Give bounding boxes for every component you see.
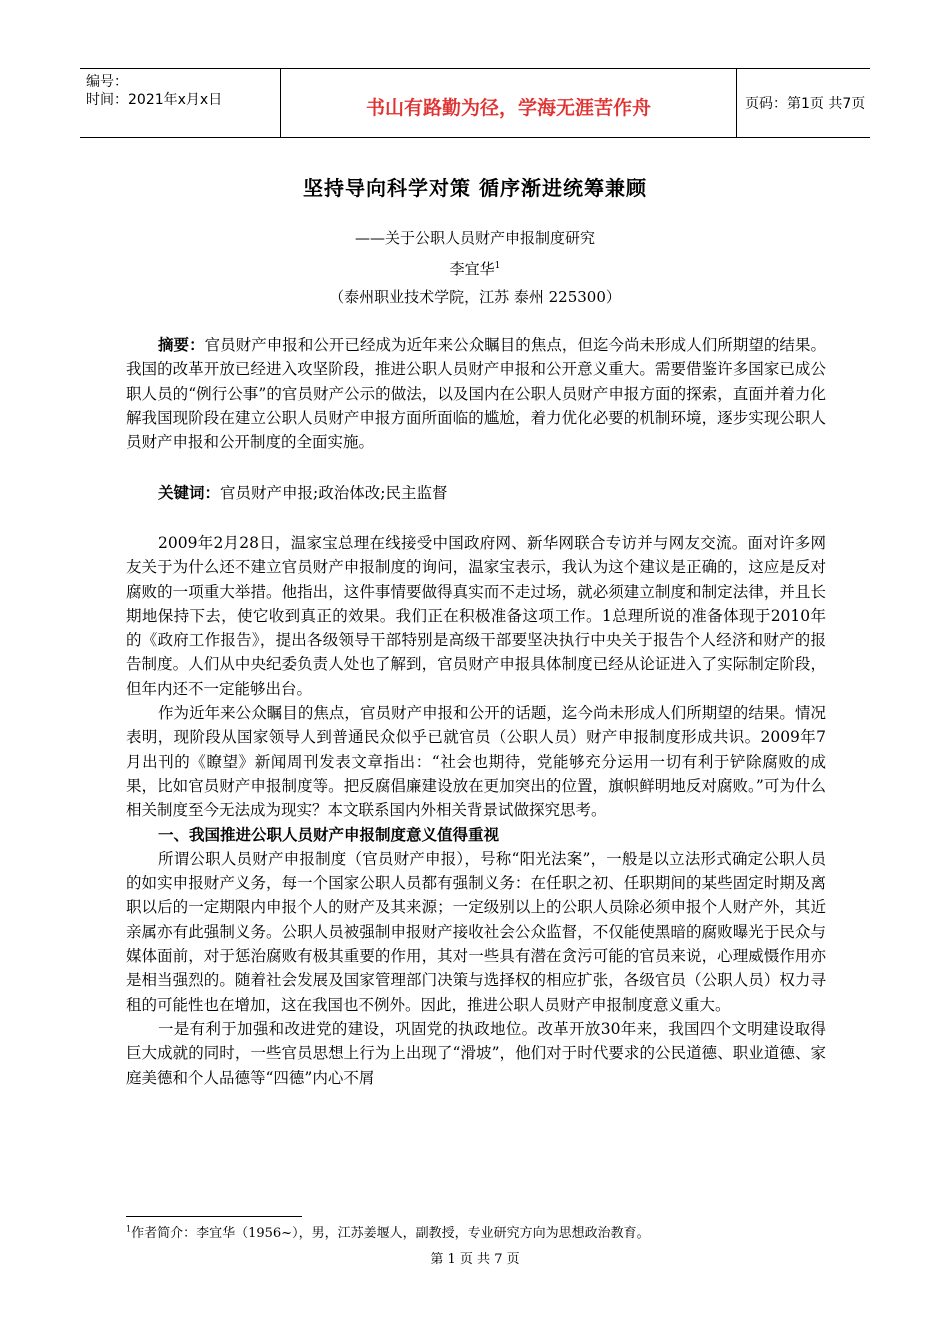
abstract-label: 摘要： xyxy=(158,336,205,354)
header-meta-cell xyxy=(80,69,281,137)
page-footer: 第 1 页 共 7 页 xyxy=(430,1252,520,1267)
document-number: 编号： xyxy=(86,74,128,90)
abstract-text: 官员财产申报和公开已经成为近年来公众瞩目的焦点，但迄今尚未形成人们所期望的结果。我国的改革开放已经进入攻坚阶段，推进公职人员财产申报和公开意义重大。需要借鉴许多国家已成公职人员的“例行公事”的官员财产公示的做法，以及国内在公职人员财产申报方面的探索，直面并着力化解我国现阶段在建立公职人员财产申报方面所面临的尴尬，着力优化必要的机制环境，逐步实现公职人员财产申报和公开制度的全面实施。 xyxy=(126,336,826,452)
main-text xyxy=(126,531,826,1090)
author-name: 李宜华 xyxy=(449,260,495,278)
header-motto-cell xyxy=(281,69,737,137)
document-subtitle: ——关于公职人员财产申报制度研究 xyxy=(354,229,595,247)
document-date: 时间：2021年x月x日 xyxy=(86,92,223,108)
paragraph: 一是有利于加强和改进党的建设，巩固党的执政地位。改革开放30年来，我国四个文明建设取得巨大成就的同时，一些官员思想上行为上出现了“滑坡”，他们对于时代要求的公民道德、职业道德、家庭美德和个人品德等“四德”内心不屑 xyxy=(126,1019,826,1087)
header-motto: 书山有路勤为径，学海无涯苦作舟 xyxy=(365,97,651,119)
document-title: 坚持导向科学对策 循序渐进统筹兼顾 xyxy=(303,176,647,200)
author-line xyxy=(0,258,950,279)
header-page-cell xyxy=(737,69,870,137)
header-table xyxy=(80,68,870,138)
footnote-divider xyxy=(126,1216,302,1217)
section-heading: 一、我国推进公职人员财产申报制度意义值得重视 xyxy=(158,825,500,844)
footnote xyxy=(126,1222,650,1241)
paragraph: 所谓公职人员财产申报制度（官员财产申报），号称“阳光法案”，一般是以立法形式确定公职人员的如实申报财产义务，每一个国家公职人员都有强制义务：在任职之初、任职期间的某些固定时期及离职以后的一定期限内申报个人的财产及其来源；一定级别以上的公职人员除必须申报个人财产外，其近亲属亦有此强制义务。公职人员被强制申报财产接收社会公众监督，不仅能使黑暗的腐败曝光于民众与媒体面前，对于惩治腐败有极其重要的作用，其对一些具有潜在贪污可能的官员来说，心理威慑作用亦是相当强烈的。随着社会发展及国家管理部门决策与选择权的相应扩张，各级官员（公职人员）权力寻租的可能性也在增加，这在我国也不例外。因此，推进公职人员财产申报制度意义重大。 xyxy=(126,849,826,1014)
header-page-info: 页码：第1页 共7页 xyxy=(745,96,866,112)
footnote-marker: 1 xyxy=(126,1224,132,1234)
paragraph: 作为近年来公众瞩目的焦点，官员财产申报和公开的话题，迄今尚未形成人们所期望的结果。情况表明，现阶段从国家领导人到普通民众似乎已就官员（公职人员）财产申报制度形成共识。2009年7月出刊的《瞭望》新闻周刊发表文章指出：“社会也期待，党能够充分运用一切有利于铲除腐败的成果，比如官员财产申报制度等。把反腐倡廉建设放在更加突出的位置，旗帜鲜明地反对腐败。”可为什么相关制度至今无法成为现实？本文联系国内外相关背景试做探究思考。 xyxy=(126,704,826,820)
author-affiliation: （泰州职业技术学院，江苏 泰州 225300） xyxy=(329,288,621,306)
keywords xyxy=(126,481,826,505)
keywords-text: 官员财产申报;政治体改;民主监督 xyxy=(220,484,448,502)
keywords-label: 关键词： xyxy=(158,484,221,502)
paragraph: 2009年2月28日，温家宝总理在线接受中国政府网、新华网联合专访并与网友交流。面对许多网友关于为什么还不建立官员财产申报制度的询问，温家宝表示，我认为这个建议是正确的，这应是反对腐败的一项重大举措。他指出，这件事情要做得真实而不走过场，就必须建立制度和制定法律，并且长期地保持下去，使它收到真正的效果。我们正在积极准备这项工作。1总理所说的准备体现于2010年的《政府工作报告》，提出各级领导干部特别是高级干部要坚决执行中央关于报告个人经济和财产的报告制度。人们从中央纪委负责人处也了解到，官员财产申报具体制度已经从论证进入了实际制定阶段，但年内还不一定能够出台。 xyxy=(126,534,826,698)
footnote-text: 作者简介：李宜华（1956~），男，江苏姜堰人，副教授，专业研究方向为思想政治教育。 xyxy=(131,1226,650,1241)
author-footnote-marker: 1 xyxy=(494,261,501,271)
abstract xyxy=(126,333,826,454)
